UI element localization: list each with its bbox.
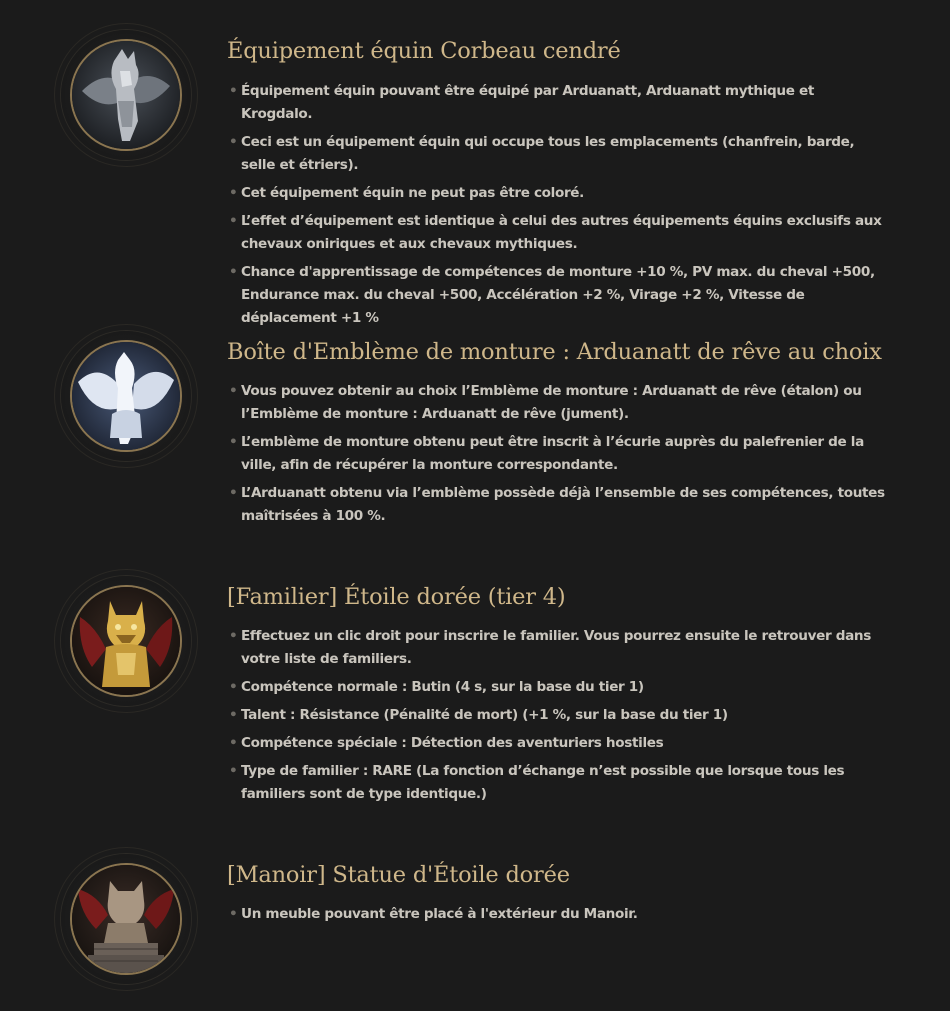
item-description-list — [227, 625, 887, 811]
bullet-icon: • — [229, 735, 238, 751]
list-item: • L’Arduanatt obtenu via l’emblème possède déjà l’ensemble de ses compétences, toutes maîtrisées à 100 %. — [227, 482, 887, 528]
bullet-icon: • — [229, 628, 238, 644]
bullet-icon: • — [229, 707, 238, 723]
item-description-list — [227, 903, 887, 931]
item-image-frame — [61, 331, 191, 461]
item-image-frame — [61, 576, 191, 706]
bullet-icon: • — [229, 83, 238, 99]
bullet-icon: • — [229, 134, 238, 150]
bullet-icon: • — [229, 763, 238, 779]
dragon-statue-icon — [72, 865, 180, 973]
list-item: • Compétence spéciale : Détection des aventuriers hostiles — [227, 732, 887, 755]
item-image-frame — [61, 854, 191, 984]
item-title: [Familier] Étoile dorée (tier 4) — [227, 584, 566, 610]
list-item: • L’effet d’équipement est identique à celui des autres équipements équins exclusifs aux chevaux oniriques et aux chevaux mythiques. — [227, 210, 887, 256]
bullet-icon: • — [229, 485, 238, 501]
bullet-icon: • — [229, 434, 238, 450]
item-description-list — [227, 80, 887, 335]
bullet-icon: • — [229, 679, 238, 695]
bullet-icon: • — [229, 906, 238, 922]
list-item: • Vous pouvez obtenir au choix l’Emblème de monture : Arduanatt de rêve (étalon) ou l’Emblème de monture : Arduanatt de rêve (jument). — [227, 380, 887, 426]
white-pegasus-icon — [72, 342, 180, 450]
list-item: • Ceci est un équipement équin qui occupe tous les emplacements (chanfrein, barde, selle et étriers). — [227, 131, 887, 177]
item-image-frame — [61, 30, 191, 160]
list-item: • Compétence normale : Butin (4 s, sur la base du tier 1) — [227, 676, 887, 699]
list-item: • Talent : Résistance (Pénalité de mort) (+1 %, sur la base du tier 1) — [227, 704, 887, 727]
golden-dragon-pet-icon — [72, 587, 180, 695]
ash-crow-horse-gear-icon — [72, 41, 180, 149]
list-item: • Cet équipement équin ne peut pas être coloré. — [227, 182, 887, 205]
item-title: Boîte d'Emblème de monture : Arduanatt de rêve au choix — [227, 339, 882, 365]
list-item: • Effectuez un clic droit pour inscrire le familier. Vous pourrez ensuite le retrouver dans votre liste de familiers. — [227, 625, 887, 671]
bullet-icon: • — [229, 383, 238, 399]
item-title: Équipement équin Corbeau cendré — [227, 38, 621, 64]
list-item: • Un meuble pouvant être placé à l'extérieur du Manoir. — [227, 903, 887, 926]
list-item: • Chance d'apprentissage de compétences de monture +10 %, PV max. du cheval +500, Endurance max. du cheval +500, Accélération +2 %, Virage +2 %, Vitesse de déplacement +1 % — [227, 261, 887, 330]
list-item: • Type de familier : RARE (La fonction d’échange n’est possible que lorsque tous les familiers sont de type identique.) — [227, 760, 887, 806]
list-item: • Équipement équin pouvant être équipé par Arduanatt, Arduanatt mythique et Krogdalo. — [227, 80, 887, 126]
list-item: • L’emblème de monture obtenu peut être inscrit à l’écurie auprès du palefrenier de la ville, afin de récupérer la monture correspondante. — [227, 431, 887, 477]
bullet-icon: • — [229, 185, 238, 201]
item-description-list — [227, 380, 887, 533]
item-title: [Manoir] Statue d'Étoile dorée — [227, 862, 570, 888]
bullet-icon: • — [229, 213, 238, 229]
bullet-icon: • — [229, 264, 238, 280]
